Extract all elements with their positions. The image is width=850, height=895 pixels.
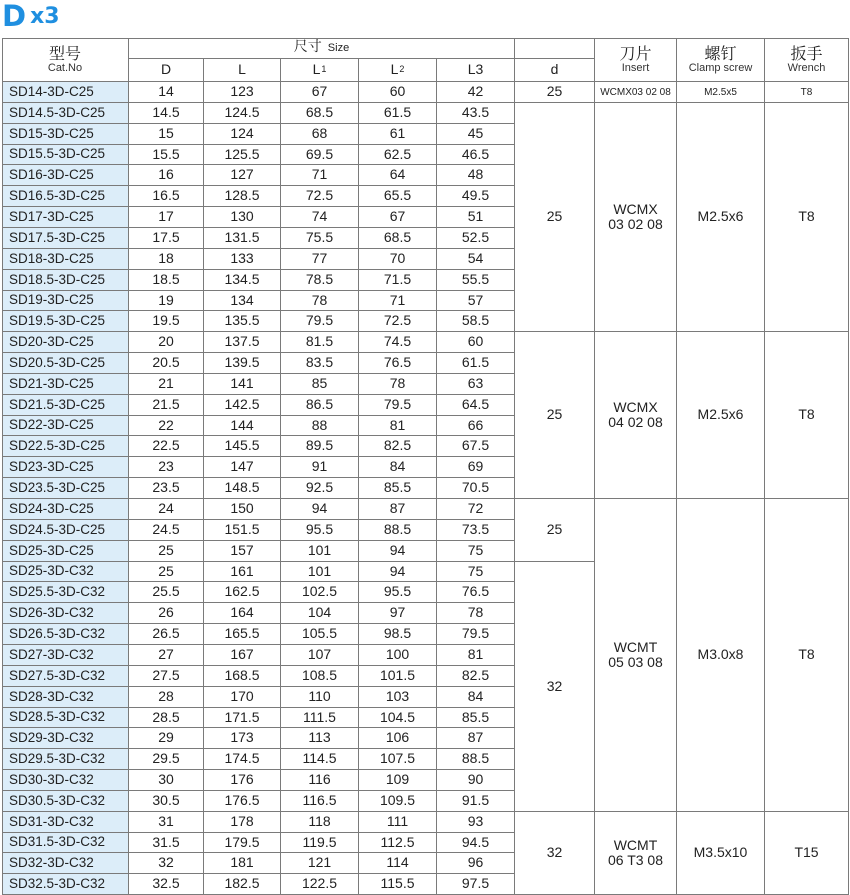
l1-cell: 102.5: [281, 582, 359, 603]
header-L1-sub: 1: [321, 64, 327, 75]
l2-cell: 114: [359, 853, 437, 874]
insert-cell: WCMX 03 02 08: [595, 103, 677, 332]
l1-cell: 89.5: [281, 436, 359, 457]
l1-cell: 122.5: [281, 874, 359, 895]
l1-cell: 101: [281, 541, 359, 562]
l1-cell: 113: [281, 728, 359, 749]
l1-cell: 83.5: [281, 353, 359, 374]
l-cell: 171.5: [204, 708, 281, 728]
d-dim-cell: 26: [129, 603, 204, 624]
l-cell: 176: [204, 770, 281, 791]
insert-cell: WCMT 06 T3 08: [595, 812, 677, 895]
l2-cell: 115.5: [359, 874, 437, 895]
title-main: D: [2, 0, 26, 33]
model-cell: SD28.5-3D-C32: [2, 708, 129, 728]
header-L: L: [204, 59, 281, 82]
l1-cell: 116: [281, 770, 359, 791]
l2-cell: 62.5: [359, 145, 437, 165]
l3-cell: 90: [437, 770, 515, 791]
model-cell: SD17-3D-C25: [2, 207, 129, 228]
d-dim-cell: 20.5: [129, 353, 204, 374]
l-cell: 168.5: [204, 666, 281, 687]
l3-cell: 61.5: [437, 353, 515, 374]
model-cell: SD15.5-3D-C25: [2, 145, 129, 165]
model-cell: SD14.5-3D-C25: [2, 103, 129, 124]
d-dim-cell: 23: [129, 457, 204, 478]
screw-cell: M2.5x5: [677, 82, 765, 103]
l3-cell: 66: [437, 416, 515, 436]
l2-cell: 61: [359, 124, 437, 145]
l-cell: 157: [204, 541, 281, 562]
l2-cell: 98.5: [359, 624, 437, 645]
model-cell: SD16-3D-C25: [2, 165, 129, 186]
l3-cell: 64.5: [437, 395, 515, 416]
l-cell: 145.5: [204, 436, 281, 457]
l3-cell: 46.5: [437, 145, 515, 165]
l1-cell: 74: [281, 207, 359, 228]
l3-cell: 79.5: [437, 624, 515, 645]
l2-cell: 81: [359, 416, 437, 436]
model-cell: SD22-3D-C25: [2, 416, 129, 436]
l1-cell: 75.5: [281, 228, 359, 249]
l3-cell: 60: [437, 332, 515, 353]
d-dim-cell: 16.5: [129, 186, 204, 207]
d-dim-cell: 31: [129, 812, 204, 833]
d-dim-cell: 21: [129, 374, 204, 395]
model-cell: SD20-3D-C25: [2, 332, 129, 353]
header-wrench-zh: 扳手: [790, 43, 823, 63]
l3-cell: 85.5: [437, 708, 515, 728]
d-dim-cell: 26.5: [129, 624, 204, 645]
l3-cell: 67.5: [437, 436, 515, 457]
screw-cell: M2.5x6: [677, 332, 765, 499]
header-L3: L3: [437, 59, 515, 82]
model-cell: SD25-3D-C25: [2, 541, 129, 562]
wrench-cell: T8: [765, 82, 849, 103]
l2-cell: 71: [359, 291, 437, 311]
l3-cell: 88.5: [437, 749, 515, 770]
l2-cell: 85.5: [359, 478, 437, 499]
model-cell: SD19.5-3D-C25: [2, 311, 129, 332]
model-cell: SD20.5-3D-C25: [2, 353, 129, 374]
l-cell: 170: [204, 687, 281, 708]
l2-cell: 61.5: [359, 103, 437, 124]
header-screw: [677, 38, 765, 82]
l2-cell: 106: [359, 728, 437, 749]
l3-cell: 82.5: [437, 666, 515, 687]
d-dim-cell: 28: [129, 687, 204, 708]
l-cell: 125.5: [204, 145, 281, 165]
shank-d-cell: 25: [515, 499, 595, 562]
l1-cell: 95.5: [281, 520, 359, 541]
l-cell: 162.5: [204, 582, 281, 603]
l1-cell: 77: [281, 249, 359, 270]
model-cell: SD30.5-3D-C32: [2, 791, 129, 812]
d-dim-cell: 25.5: [129, 582, 204, 603]
header-screw-en: Clamp screw: [688, 62, 753, 75]
l2-cell: 103: [359, 687, 437, 708]
model-cell: SD14-3D-C25: [2, 82, 129, 103]
l3-cell: 45: [437, 124, 515, 145]
l-cell: 139.5: [204, 353, 281, 374]
d-dim-cell: 28.5: [129, 708, 204, 728]
l-cell: 176.5: [204, 791, 281, 812]
shank-d-cell: 25: [515, 332, 595, 499]
l-cell: 165.5: [204, 624, 281, 645]
d-dim-cell: 25: [129, 562, 204, 582]
l-cell: 161: [204, 562, 281, 582]
l1-cell: 79.5: [281, 311, 359, 332]
l-cell: 131.5: [204, 228, 281, 249]
l3-cell: 58.5: [437, 311, 515, 332]
header-wrench-en: Wrench: [787, 62, 826, 75]
model-cell: SD24.5-3D-C25: [2, 520, 129, 541]
l3-cell: 69: [437, 457, 515, 478]
header-wrench: [765, 38, 849, 82]
l3-cell: 49.5: [437, 186, 515, 207]
l3-cell: 52.5: [437, 228, 515, 249]
model-cell: SD32.5-3D-C32: [2, 874, 129, 895]
model-cell: SD23-3D-C25: [2, 457, 129, 478]
model-cell: SD18.5-3D-C25: [2, 270, 129, 291]
l3-cell: 70.5: [437, 478, 515, 499]
l2-cell: 76.5: [359, 353, 437, 374]
model-cell: SD15-3D-C25: [2, 124, 129, 145]
l2-cell: 60: [359, 82, 437, 103]
l-cell: 137.5: [204, 332, 281, 353]
d-dim-cell: 19.5: [129, 311, 204, 332]
d-dim-cell: 18: [129, 249, 204, 270]
l2-cell: 88.5: [359, 520, 437, 541]
model-cell: SD26.5-3D-C32: [2, 624, 129, 645]
l3-cell: 78: [437, 603, 515, 624]
l3-cell: 94.5: [437, 833, 515, 853]
d-dim-cell: 18.5: [129, 270, 204, 291]
shank-d-cell: 32: [515, 812, 595, 895]
d-dim-cell: 30: [129, 770, 204, 791]
l-cell: 134: [204, 291, 281, 311]
l2-cell: 107.5: [359, 749, 437, 770]
l-cell: 182.5: [204, 874, 281, 895]
l-cell: 141: [204, 374, 281, 395]
d-dim-cell: 22.5: [129, 436, 204, 457]
l-cell: 123: [204, 82, 281, 103]
l3-cell: 93: [437, 812, 515, 833]
d-dim-cell: 24.5: [129, 520, 204, 541]
l3-cell: 75: [437, 541, 515, 562]
l2-cell: 78: [359, 374, 437, 395]
model-cell: SD19-3D-C25: [2, 291, 129, 311]
model-cell: SD17.5-3D-C25: [2, 228, 129, 249]
l2-cell: 97: [359, 603, 437, 624]
header-d-top: [515, 38, 595, 59]
d-dim-cell: 27: [129, 645, 204, 666]
l-cell: 127: [204, 165, 281, 186]
header-d: d: [515, 59, 595, 82]
screw-cell: M2.5x6: [677, 103, 765, 332]
l1-cell: 119.5: [281, 833, 359, 853]
l3-cell: 73.5: [437, 520, 515, 541]
header-insert-en: Insert: [621, 62, 650, 75]
insert-cell: WCMX 04 02 08: [595, 332, 677, 499]
l1-cell: 69.5: [281, 145, 359, 165]
wrench-cell: T8: [765, 499, 849, 812]
model-cell: SD22.5-3D-C25: [2, 436, 129, 457]
d-dim-cell: 19: [129, 291, 204, 311]
l1-cell: 72.5: [281, 186, 359, 207]
l2-cell: 84: [359, 457, 437, 478]
wrench-cell: T8: [765, 103, 849, 332]
model-cell: SD24-3D-C25: [2, 499, 129, 520]
header-L1: [281, 59, 359, 82]
l-cell: 135.5: [204, 311, 281, 332]
l-cell: 134.5: [204, 270, 281, 291]
l3-cell: 91.5: [437, 791, 515, 812]
l-cell: 148.5: [204, 478, 281, 499]
model-cell: SD27-3D-C32: [2, 645, 129, 666]
l2-cell: 70: [359, 249, 437, 270]
l3-cell: 75: [437, 562, 515, 582]
l2-cell: 67: [359, 207, 437, 228]
l1-cell: 91: [281, 457, 359, 478]
d-dim-cell: 29.5: [129, 749, 204, 770]
l1-cell: 107: [281, 645, 359, 666]
header-L1-base: L: [312, 61, 321, 78]
model-cell: SD31-3D-C32: [2, 812, 129, 833]
l3-cell: 97.5: [437, 874, 515, 895]
l1-cell: 114.5: [281, 749, 359, 770]
l1-cell: 111.5: [281, 708, 359, 728]
l3-cell: 96: [437, 853, 515, 874]
l1-cell: 104: [281, 603, 359, 624]
model-cell: SD31.5-3D-C32: [2, 833, 129, 853]
l2-cell: 71.5: [359, 270, 437, 291]
l-cell: 173: [204, 728, 281, 749]
l-cell: 130: [204, 207, 281, 228]
l2-cell: 68.5: [359, 228, 437, 249]
l3-cell: 84: [437, 687, 515, 708]
header-model-zh: 型号: [48, 43, 81, 63]
insert-cell: WCMX03 02 08: [595, 82, 677, 103]
l-cell: 181: [204, 853, 281, 874]
l1-cell: 108.5: [281, 666, 359, 687]
l-cell: 150: [204, 499, 281, 520]
d-dim-cell: 14: [129, 82, 204, 103]
model-cell: SD23.5-3D-C25: [2, 478, 129, 499]
l3-cell: 51: [437, 207, 515, 228]
screw-cell: M3.5x10: [677, 812, 765, 895]
l2-cell: 65.5: [359, 186, 437, 207]
l-cell: 133: [204, 249, 281, 270]
model-cell: SD30-3D-C32: [2, 770, 129, 791]
l1-cell: 68.5: [281, 103, 359, 124]
header-L2: [359, 59, 437, 82]
l-cell: 144: [204, 416, 281, 436]
l1-cell: 121: [281, 853, 359, 874]
l2-cell: 94: [359, 562, 437, 582]
l-cell: 174.5: [204, 749, 281, 770]
l-cell: 142.5: [204, 395, 281, 416]
d-dim-cell: 27.5: [129, 666, 204, 687]
l2-cell: 95.5: [359, 582, 437, 603]
l1-cell: 94: [281, 499, 359, 520]
l-cell: 147: [204, 457, 281, 478]
d-dim-cell: 17: [129, 207, 204, 228]
d-dim-cell: 24: [129, 499, 204, 520]
header-L2-sub: 2: [399, 64, 405, 75]
screw-cell: M3.0x8: [677, 499, 765, 812]
l1-cell: 78.5: [281, 270, 359, 291]
d-dim-cell: 32.5: [129, 874, 204, 895]
d-dim-cell: 16: [129, 165, 204, 186]
title-suffix: x3: [30, 3, 60, 29]
model-cell: SD18-3D-C25: [2, 249, 129, 270]
wrench-cell: T15: [765, 812, 849, 895]
header-model-en: Cat.No: [47, 62, 83, 75]
header-screw-zh: 螺钉: [704, 43, 737, 63]
d-dim-cell: 15: [129, 124, 204, 145]
d-dim-cell: 20: [129, 332, 204, 353]
l-cell: 151.5: [204, 520, 281, 541]
l1-cell: 101: [281, 562, 359, 582]
l3-cell: 42: [437, 82, 515, 103]
table-title: [2, 0, 60, 32]
l2-cell: 100: [359, 645, 437, 666]
l1-cell: 85: [281, 374, 359, 395]
model-cell: SD32-3D-C32: [2, 853, 129, 874]
l2-cell: 112.5: [359, 833, 437, 853]
model-cell: SD25.5-3D-C32: [2, 582, 129, 603]
d-dim-cell: 23.5: [129, 478, 204, 499]
model-cell: SD25-3D-C32: [2, 562, 129, 582]
l1-cell: 92.5: [281, 478, 359, 499]
l2-cell: 74.5: [359, 332, 437, 353]
l3-cell: 54: [437, 249, 515, 270]
d-dim-cell: 32: [129, 853, 204, 874]
l1-cell: 110: [281, 687, 359, 708]
header-D: D: [129, 59, 204, 82]
l3-cell: 76.5: [437, 582, 515, 603]
l1-cell: 78: [281, 291, 359, 311]
l-cell: 128.5: [204, 186, 281, 207]
d-dim-cell: 30.5: [129, 791, 204, 812]
l3-cell: 55.5: [437, 270, 515, 291]
l1-cell: 81.5: [281, 332, 359, 353]
l2-cell: 94: [359, 541, 437, 562]
insert-cell: WCMT 05 03 08: [595, 499, 677, 812]
l-cell: 179.5: [204, 833, 281, 853]
wrench-cell: T8: [765, 332, 849, 499]
model-cell: SD29-3D-C32: [2, 728, 129, 749]
shank-d-cell: 25: [515, 103, 595, 332]
l-cell: 167: [204, 645, 281, 666]
d-dim-cell: 31.5: [129, 833, 204, 853]
shank-d-cell: 25: [515, 82, 595, 103]
l-cell: 124: [204, 124, 281, 145]
l1-cell: 118: [281, 812, 359, 833]
d-dim-cell: 29: [129, 728, 204, 749]
model-cell: SD26-3D-C32: [2, 603, 129, 624]
d-dim-cell: 15.5: [129, 145, 204, 165]
d-dim-cell: 17.5: [129, 228, 204, 249]
d-dim-cell: 14.5: [129, 103, 204, 124]
l2-cell: 82.5: [359, 436, 437, 457]
d-dim-cell: 21.5: [129, 395, 204, 416]
model-cell: SD21-3D-C25: [2, 374, 129, 395]
l2-cell: 111: [359, 812, 437, 833]
l2-cell: 101.5: [359, 666, 437, 687]
model-cell: SD21.5-3D-C25: [2, 395, 129, 416]
l3-cell: 72: [437, 499, 515, 520]
l1-cell: 71: [281, 165, 359, 186]
l-cell: 124.5: [204, 103, 281, 124]
l2-cell: 79.5: [359, 395, 437, 416]
header-insert-zh: 刀片: [619, 43, 652, 63]
l1-cell: 88: [281, 416, 359, 436]
model-cell: SD16.5-3D-C25: [2, 186, 129, 207]
l1-cell: 86.5: [281, 395, 359, 416]
model-cell: SD27.5-3D-C32: [2, 666, 129, 687]
header-size: [129, 38, 515, 59]
l3-cell: 43.5: [437, 103, 515, 124]
d-dim-cell: 25: [129, 541, 204, 562]
header-size-en: Size: [327, 41, 350, 54]
header-size-zh: 尺寸: [293, 39, 322, 56]
l1-cell: 67: [281, 82, 359, 103]
l3-cell: 81: [437, 645, 515, 666]
l3-cell: 87: [437, 728, 515, 749]
header-model: [2, 38, 129, 82]
header-insert: [595, 38, 677, 82]
l2-cell: 64: [359, 165, 437, 186]
l2-cell: 109.5: [359, 791, 437, 812]
l3-cell: 48: [437, 165, 515, 186]
model-cell: SD29.5-3D-C32: [2, 749, 129, 770]
model-cell: SD28-3D-C32: [2, 687, 129, 708]
spec-table: [2, 38, 849, 894]
l1-cell: 105.5: [281, 624, 359, 645]
l3-cell: 63: [437, 374, 515, 395]
l3-cell: 57: [437, 291, 515, 311]
l-cell: 164: [204, 603, 281, 624]
l2-cell: 87: [359, 499, 437, 520]
l2-cell: 72.5: [359, 311, 437, 332]
l1-cell: 68: [281, 124, 359, 145]
header-L2-base: L: [390, 61, 399, 78]
l2-cell: 109: [359, 770, 437, 791]
shank-d-cell: 32: [515, 562, 595, 812]
l-cell: 178: [204, 812, 281, 833]
l2-cell: 104.5: [359, 708, 437, 728]
d-dim-cell: 22: [129, 416, 204, 436]
l1-cell: 116.5: [281, 791, 359, 812]
